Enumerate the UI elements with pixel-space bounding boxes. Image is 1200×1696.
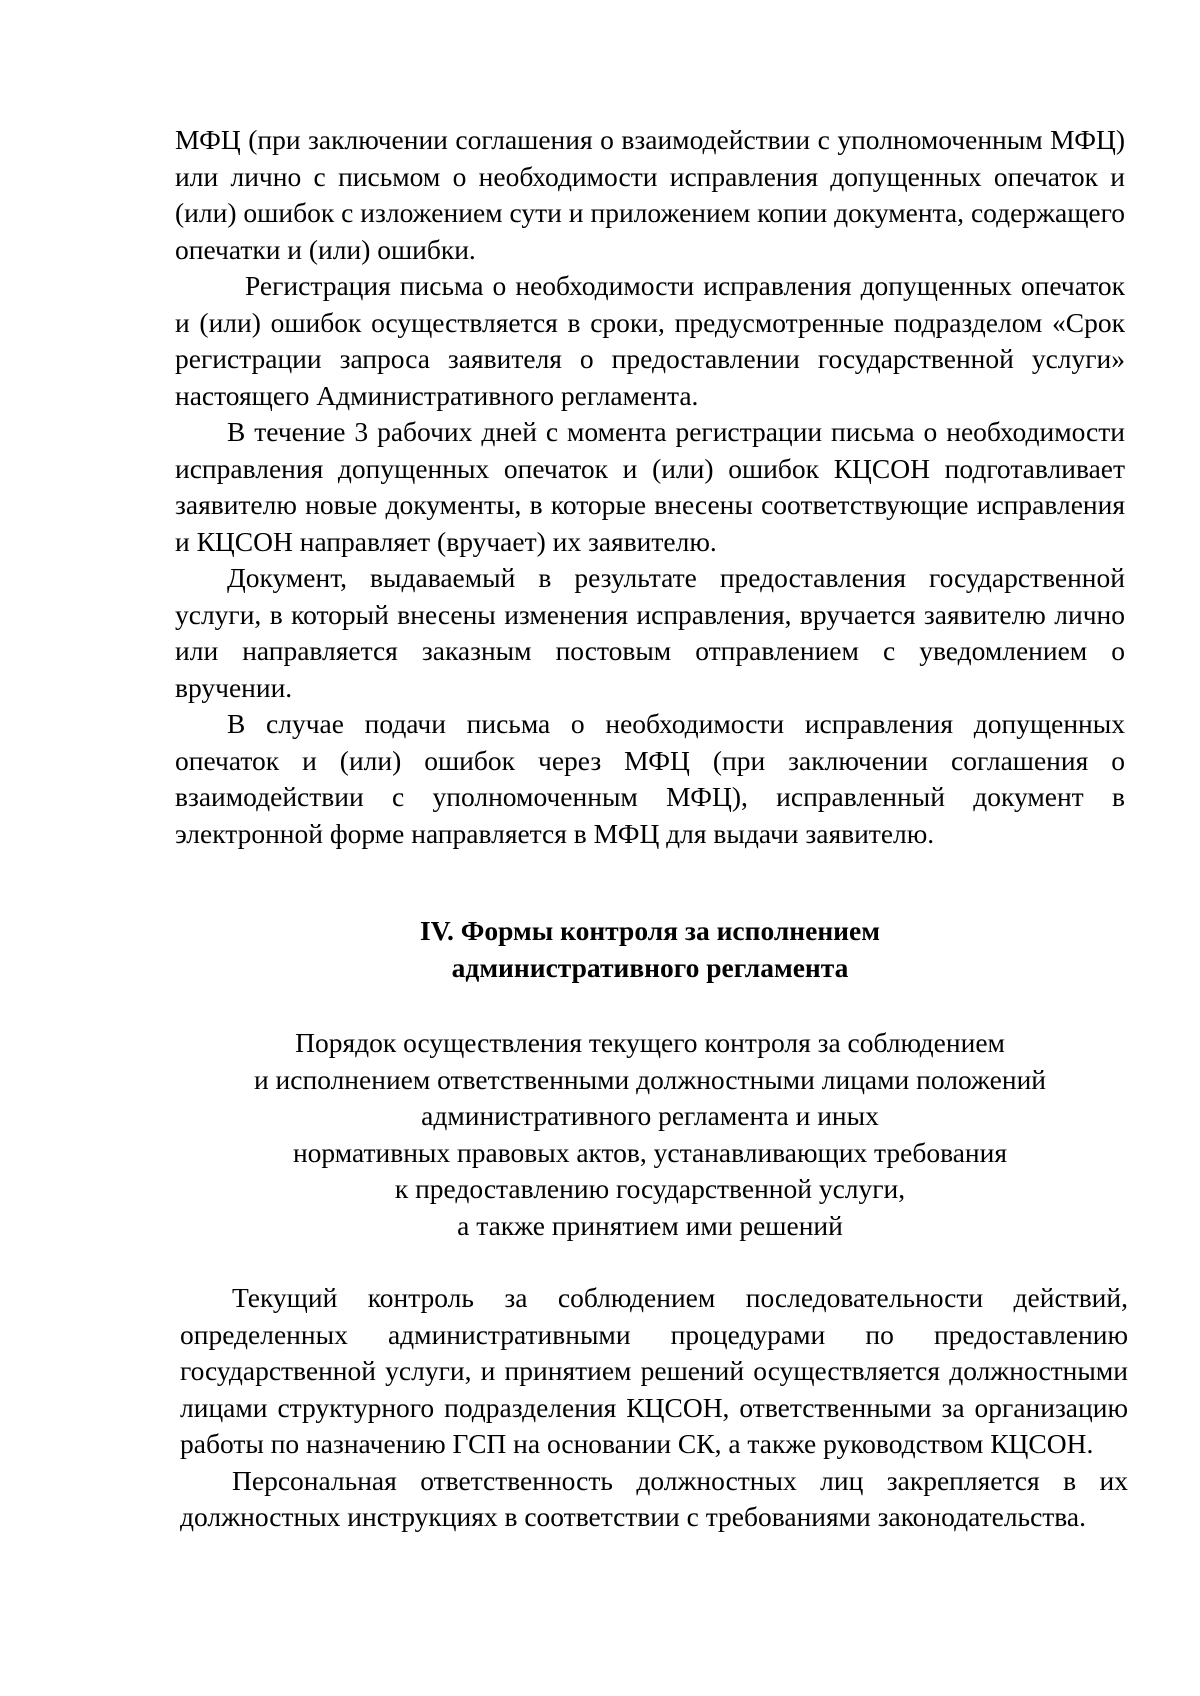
body-text-lower: [180, 1280, 1128, 1536]
subsection-heading-line: Порядок осуществления текущего контроля за соблюдением: [295, 1027, 1005, 1058]
paragraph-mfc-case: В случае подачи письма о необходимости исправления допущенных опечаток и (или) ошибок через МФЦ (при заключении соглашения о взаимодействии с уполномоченным МФЦ), исправленный документ в электронной форме направляется в МФЦ для выдачи заявителю.: [175, 708, 1125, 849]
paragraph-current-control: Текущий контроль за соблюдением последовательности действий, определенных административными процедурами по предоставлению государственной услуги, и принятием решений осуществляется должностными лицами структурного подразделения КЦСОН, ответственными за организацию работы по назначению ГСП на основании СК, а также руководством КЦСОН.: [180, 1282, 1128, 1459]
paragraph-continuation: МФЦ (при заключении соглашения о взаимодействии с уполномоченным МФЦ) или лично с письмом о необходимости исправления допущенных опечаток и (или) ошибок с изложением сути и приложением копии документа, содержащего опечатки и (или) ошибки.: [175, 124, 1125, 265]
body-text-upper: [175, 122, 1125, 852]
paragraph-personal-responsibility: Персональная ответственность должностных лиц закрепляется в их должностных инструкциях в соответствии с требованиями законодательства.: [180, 1464, 1128, 1532]
paragraph-three-days: В течение 3 рабочих дней с момента регистрации письма о необходимости исправления допущенных опечаток и (или) ошибок КЦСОН подготавливает заявителю новые документы, в которые внесены соответствующие исправления и КЦСОН направляет (вручает) их заявителю.: [175, 416, 1125, 557]
subsection-heading-line: к предоставлению государственной услуги,: [394, 1173, 906, 1205]
subsection-heading-line: и исполнением ответственными должностными лицами положений: [253, 1063, 1047, 1095]
subsection-heading-line: административного регламента и иных: [421, 1100, 879, 1132]
section-heading: [175, 912, 1125, 986]
subsection-heading-line: нормативных правовых актов, устанавливающих требования: [292, 1136, 1008, 1168]
paragraph-document-issued: Документ, выдаваемый в результате предоставления государственной услуги, в который внесены изменения исправления, вручается заявителю лично или направляется заказным постовым отправлением с уведомлением о вручении.: [175, 562, 1125, 703]
subsection-heading: [175, 1025, 1125, 1245]
subsection-heading-line: а также принятием ими решений: [457, 1209, 843, 1241]
section-heading-line: административного регламента: [451, 952, 849, 983]
section-heading-line: IV. Формы контроля за исполнением: [420, 915, 880, 946]
paragraph-registration: Регистрация письма о необходимости исправления допущенных опечаток и (или) ошибок осуществляется в сроки, предусмотренные подразделом «Срок регистрации запроса заявителя о предоставлении государственной услуги» настоящего Административного регламента.: [175, 270, 1125, 411]
